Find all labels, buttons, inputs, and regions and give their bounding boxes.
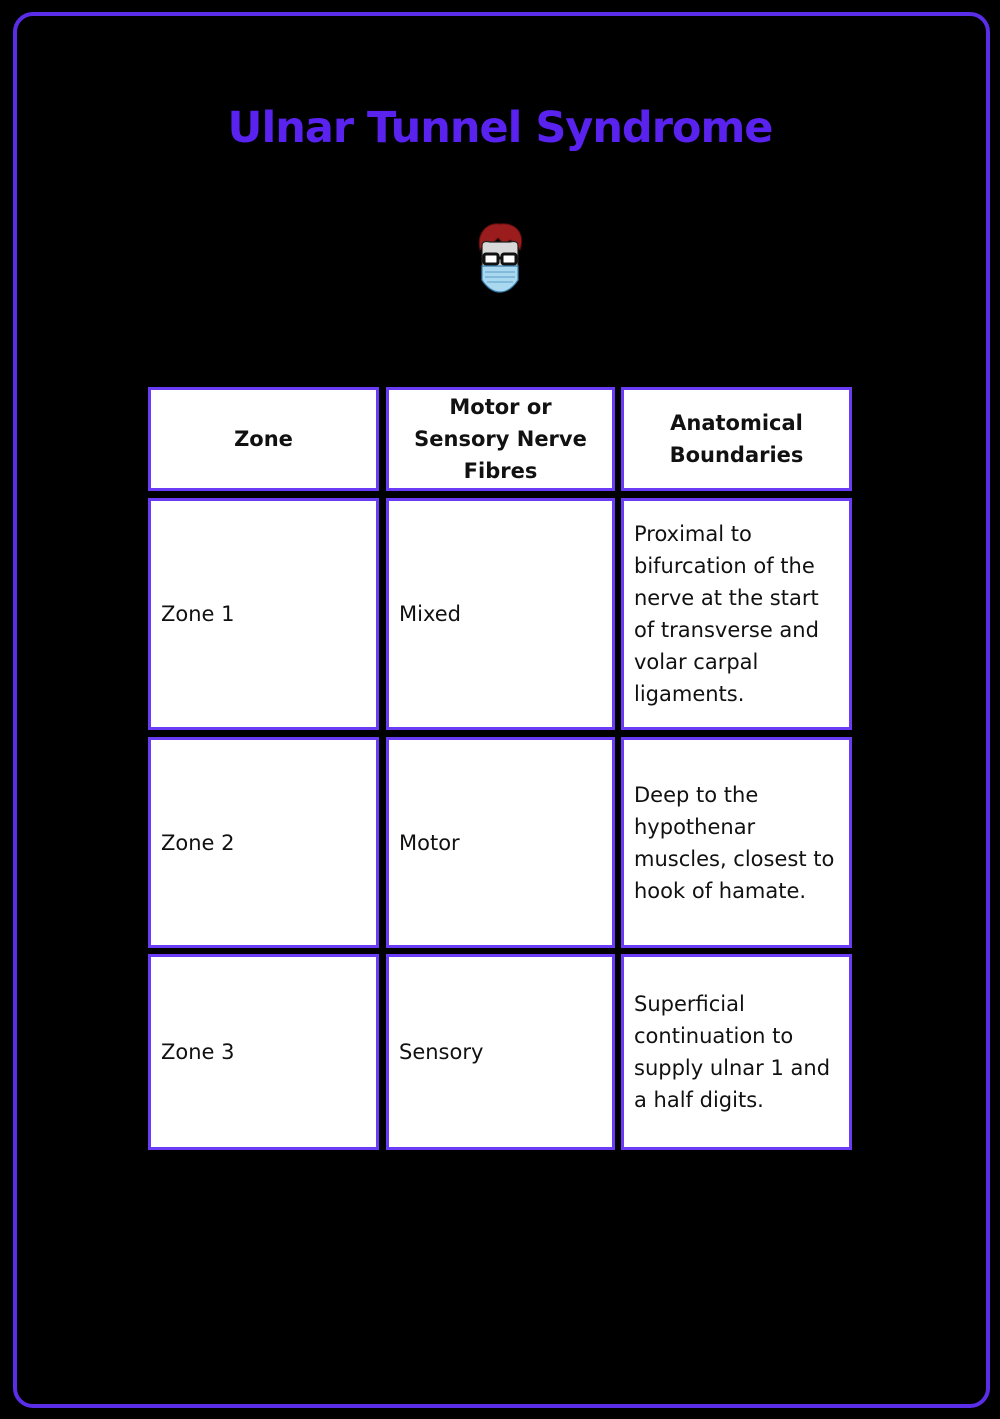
table-cell-zone [148, 498, 379, 730]
header-label: Anatomical Boundaries [669, 411, 804, 467]
table-header-boundaries [621, 387, 852, 491]
table-cell-boundaries [621, 954, 852, 1150]
doctor-avatar-icon [470, 220, 530, 296]
cell-text: Deep to the hypothenar muscles, closest to hook of hamate. [634, 782, 835, 903]
cell-text: Sensory [399, 1040, 484, 1064]
table-cell-zone [148, 954, 379, 1150]
cell-text: Mixed [399, 602, 461, 626]
table-header-zone [148, 387, 379, 491]
cell-text: Motor [399, 830, 460, 855]
cell-text: Superficial continuation to supply ulnar 1 and a half digits. [634, 992, 831, 1112]
cell-text: Zone 3 [161, 1040, 235, 1064]
page-title: Ulnar Tunnel Syndrome [227, 103, 773, 153]
header-label: Motor or Sensory Nerve Fibres [414, 395, 587, 483]
cell-text: Zone 1 [161, 602, 235, 626]
table-cell-zone [148, 737, 379, 948]
header-label: Zone [234, 427, 293, 451]
table-cell-fibres [386, 737, 615, 948]
table-cell-boundaries [621, 498, 852, 730]
cell-text: Zone 2 [161, 830, 235, 855]
table-cell-fibres [386, 954, 615, 1150]
table-cell-boundaries [621, 737, 852, 948]
table-header-fibres [386, 387, 615, 491]
cell-text: Proximal to bifurcation of the nerve at the start of transverse and volar carpal ligaments. [634, 522, 819, 706]
table-cell-fibres [386, 498, 615, 730]
